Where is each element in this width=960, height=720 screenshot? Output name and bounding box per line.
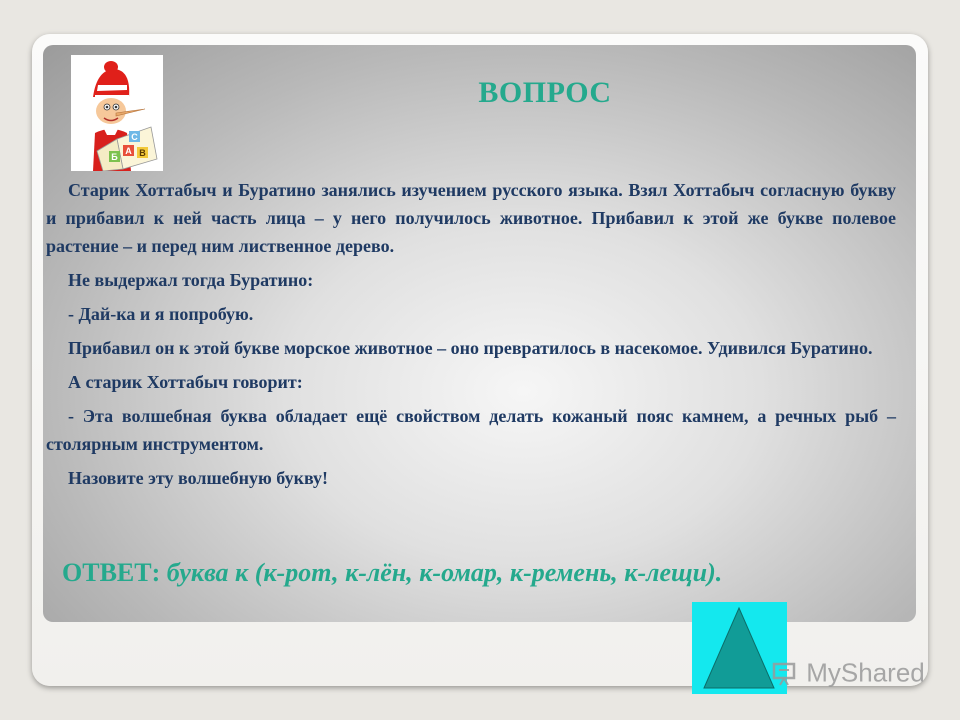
block-letter-a: А: [125, 146, 132, 156]
question-paragraph: Старик Хоттабыч и Буратино занялись изучением русского языка. Взял Хоттабыч согласную букву и прибавил к ней часть лица – у него получилось животное. Прибавил к этой же букве полевое растение – и перед ним лиственное дерево.: [46, 180, 896, 256]
question-paragraph: Прибавил он к этой букве морское животное – оно превратилось в насекомое. Удивился Буратино.: [68, 338, 873, 358]
question-paragraph: - Эта волшебная буква обладает ещё свойством делать кожаный пояс камнем, а речных рыб – столярным инструментом.: [46, 406, 896, 454]
block-letter-b: Б: [111, 152, 118, 162]
pinocchio-illustration: [71, 55, 163, 171]
answer-label: ОТВЕТ:: [62, 558, 161, 587]
question-paragraph: А старик Хоттабыч говорит:: [68, 372, 303, 392]
answer-line: [62, 558, 892, 588]
watermark-label: MyShared: [806, 657, 925, 688]
answer-text: буква к (к-рот, к-лён, к-омар, к-ремень, к-лещи).: [166, 558, 723, 587]
presentation-icon: [771, 659, 799, 687]
question-paragraph: Назовите эту волшебную букву!: [68, 468, 329, 488]
slide-title: ВОПРОС: [478, 76, 612, 109]
block-letter-c: С: [131, 132, 138, 142]
block-letter-v: В: [139, 148, 146, 158]
site-watermark: [771, 656, 925, 688]
question-text: [46, 176, 896, 498]
question-paragraph: - Дай-ка и я попробую.: [68, 304, 254, 324]
question-paragraph: Не выдержал тогда Буратино:: [68, 270, 314, 290]
